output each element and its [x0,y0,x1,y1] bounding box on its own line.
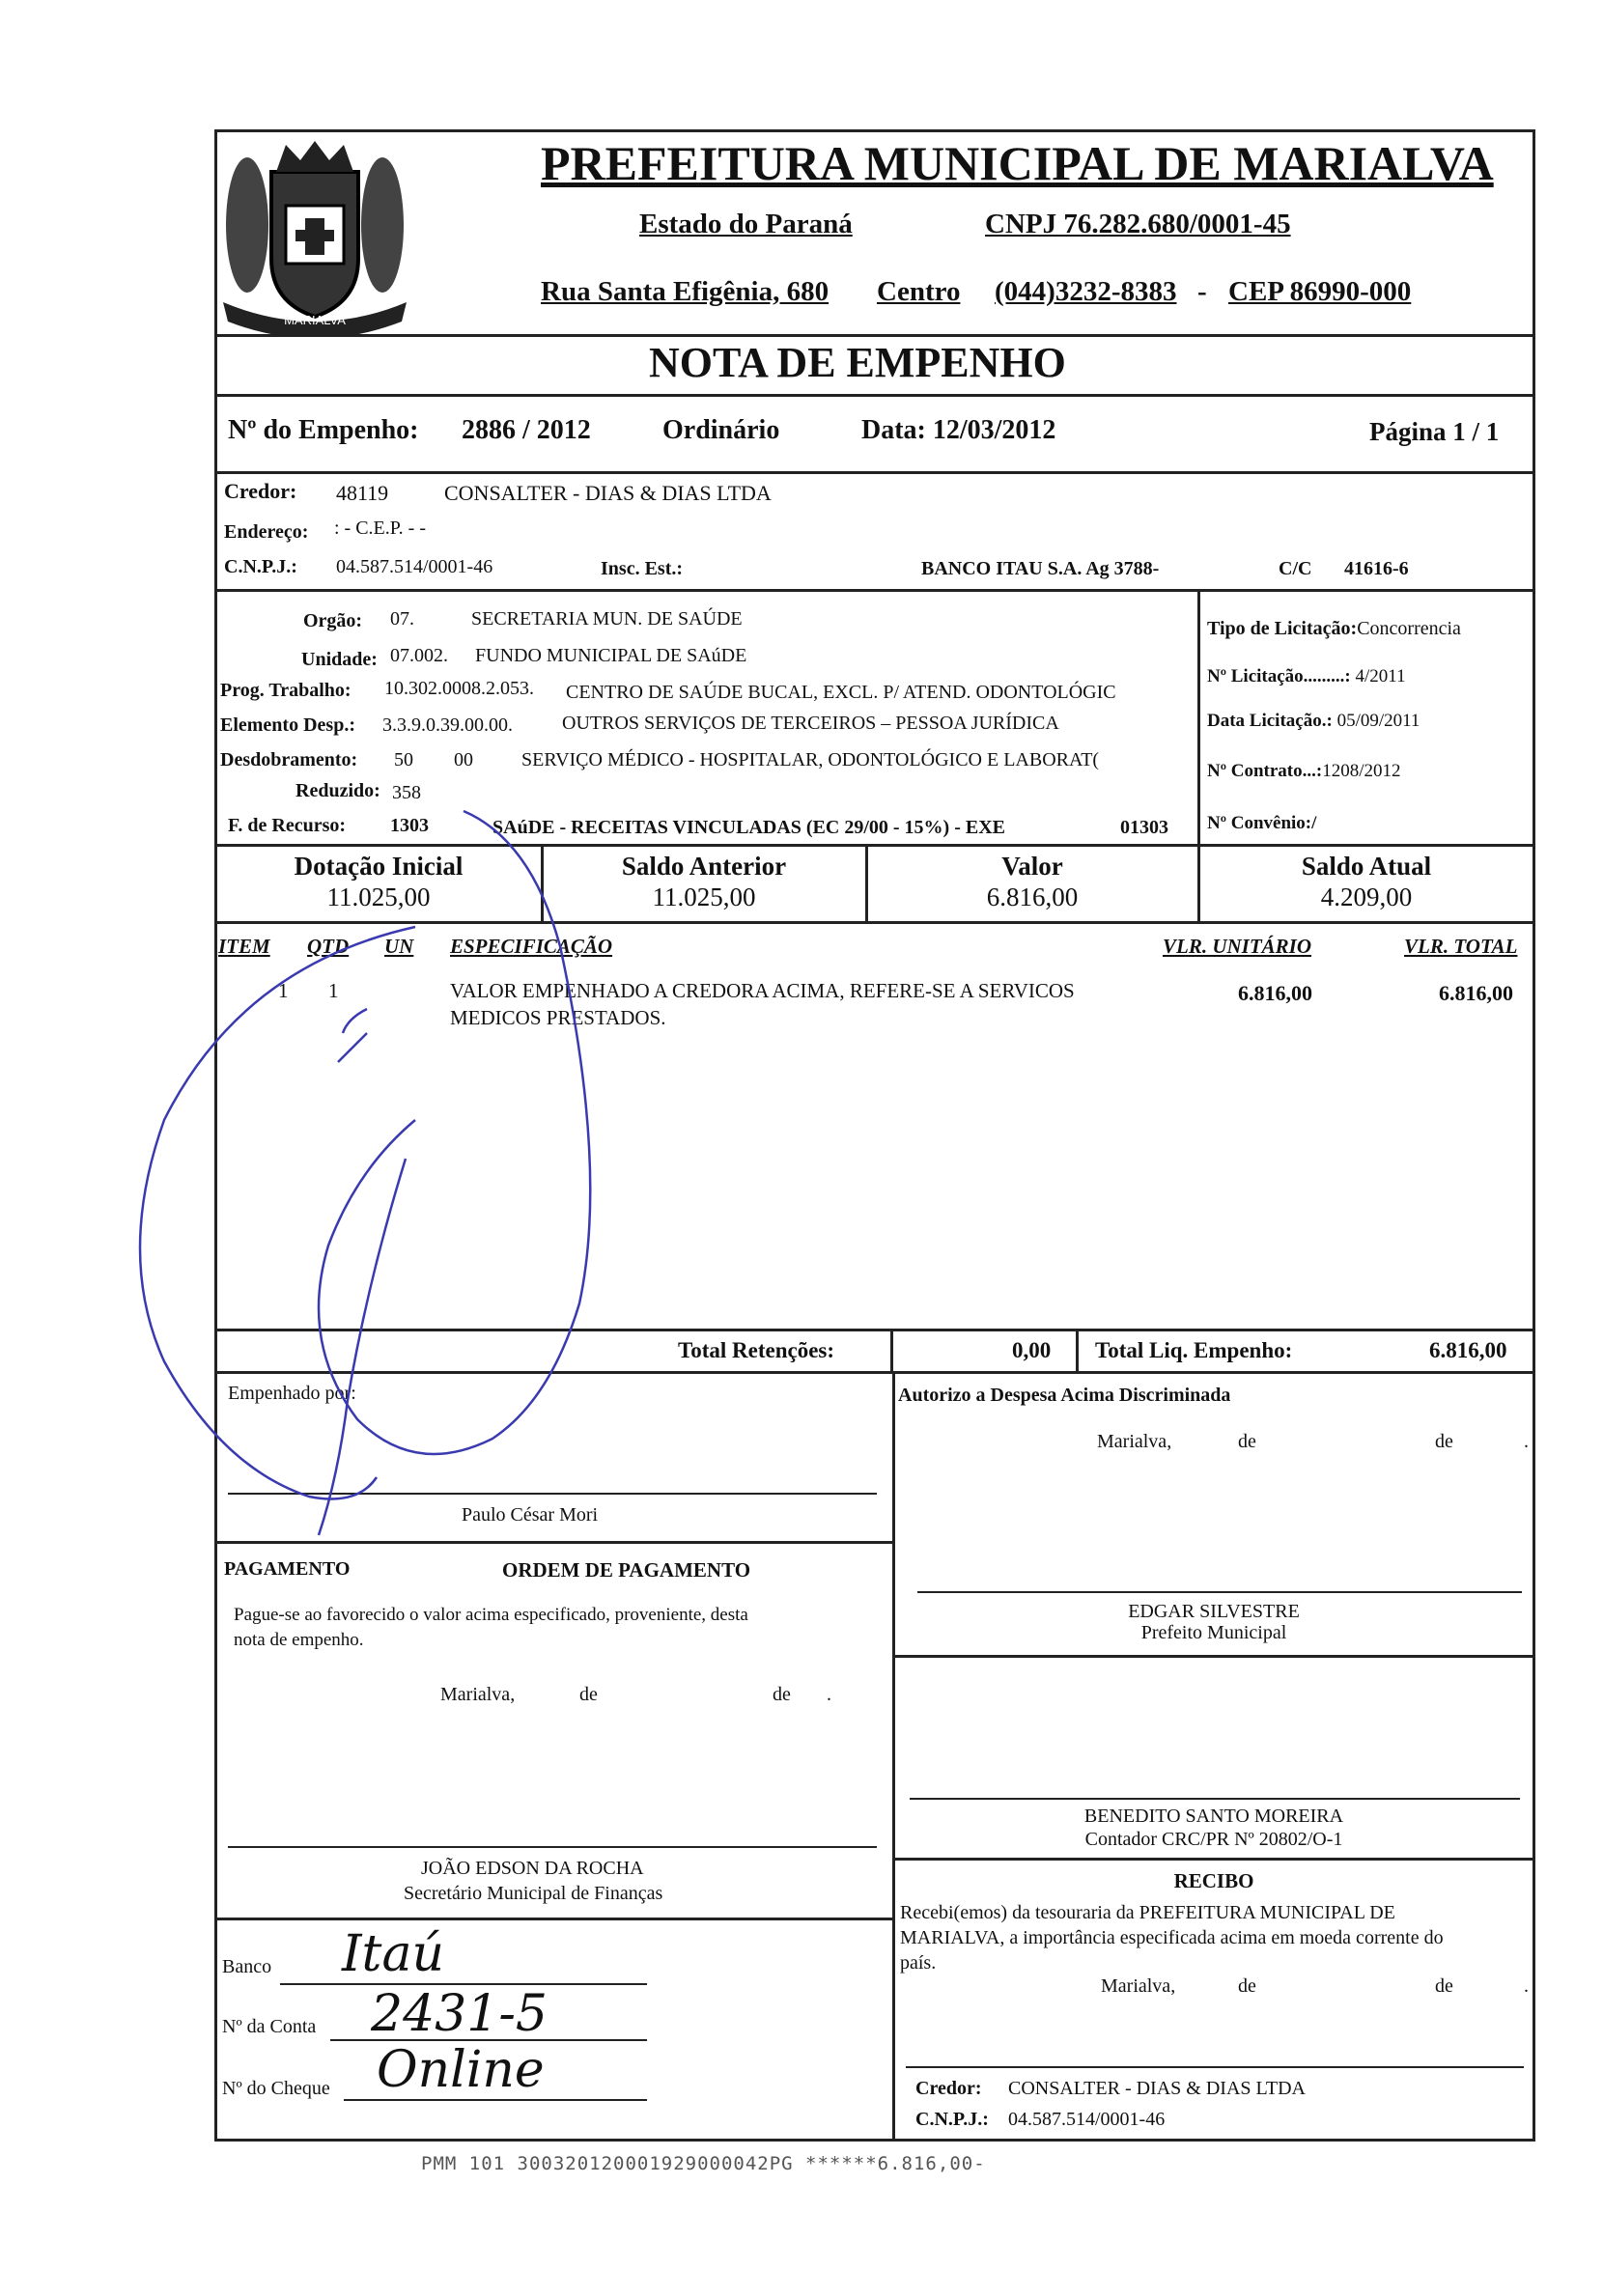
retencoes-value: 0,00 [1012,1338,1052,1362]
district-label: Centro [877,276,961,307]
valor-label: Valor [1001,852,1063,881]
orgao-code: 07. [390,608,414,630]
saldo-anterior-label: Saldo Anterior [621,852,787,881]
page-number: Página 1 / 1 [1369,417,1500,446]
page-title: PREFEITURA MUNICIPAL DE MARIALVA [541,136,1494,190]
data-licitacao-label [1207,711,1420,732]
cheque-label: Nº do Cheque [222,2078,330,2099]
fonte-code2: 01303 [1120,817,1168,838]
prefeito-nome: EDGAR SILVESTRE [1128,1601,1300,1622]
col-header-un: UN [384,935,414,958]
reduzido-label: Reduzido: [295,780,380,801]
cnpj-credor-value: 04.587.514/0001-46 [336,556,493,577]
state-label: Estado do Paraná [639,209,853,239]
credor-code: 48119 [336,481,389,505]
data-licitacao-key: Data Licitação.: [1207,711,1333,731]
fonte-value: SAúDE - RECEITAS VINCULADAS (EC 29/00 - 15%) - EXE [492,817,1005,838]
recibo-credor-label: Credor: [915,2078,982,2099]
saldo-anterior-value: 11.025,00 [652,882,756,911]
autorizo-de1: de [1238,1431,1256,1452]
phone-label: (044)3232-8383 [995,276,1177,307]
cheque-handwritten: Online [377,2041,545,2099]
tipo-licitacao-key: Tipo de Licitação: [1207,618,1358,639]
insc-label: Insc. Est.: [601,558,684,579]
item-number: 1 [278,979,289,1002]
banco-label: Banco [222,1956,272,1977]
separator-dash: - [1197,276,1207,307]
item-qtd: 1 [328,979,339,1002]
col-header-vlr-unit: VLR. UNITÁRIO [1163,935,1312,958]
empenho-label: Nº do Empenho: [228,415,419,445]
recibo-de2: de [1435,1975,1453,1997]
conta-handwritten: 2431-5 [371,1985,548,2043]
autorizo-de2: de [1435,1431,1453,1452]
cep-label: CEP 86990-000 [1228,276,1412,307]
item-total: 6.816,00 [1439,981,1513,1005]
liquido-value: 6.816,00 [1429,1338,1507,1362]
autorizo-label: Autorizo a Despesa Acima Discriminada [898,1385,1231,1406]
prog-value: CENTRO DE SAÚDE BUCAL, EXCL. P/ ATEND. ODONTOLÓGIC [566,682,1116,703]
pagamento-city: Marialva, [440,1684,516,1705]
secretario-cargo: Secretário Municipal de Finanças [404,1883,663,1904]
item-unit-price: 6.816,00 [1238,981,1312,1005]
col-header-item: ITEM [218,935,270,958]
orgao-value: SECRETARIA MUN. DE SAÚDE [471,608,743,630]
prog-label: Prog. Trabalho: [220,680,352,701]
recibo-de1: de [1238,1975,1256,1997]
numero-licitacao-value: 4/2011 [1355,666,1406,686]
fonte-label: F. de Recurso: [228,815,347,836]
item-desc-line2: MEDICOS PRESTADOS. [450,1006,666,1029]
secretario-nome: JOÃO EDSON DA ROCHA [421,1858,644,1879]
recibo-city: Marialva, [1101,1975,1176,1997]
fonte-code: 1303 [390,815,429,836]
numero-licitacao-key: Nº Licitação.........: [1207,666,1351,686]
recibo-texto3: país. [900,1952,937,1974]
prefeito-cargo: Prefeito Municipal [1140,1622,1287,1643]
document-title: NOTA DE EMPENHO [649,339,1066,386]
recibo-texto1: Recebi(emos) da tesouraria da PREFEITURA MUNICIPAL DE [900,1902,1395,1923]
retencoes-label: Total Retenções: [678,1338,835,1362]
elemento-code: 3.3.9.0.39.00.00. [382,714,513,736]
conta-label: Nº da Conta [222,2016,317,2037]
recibo-credor-value: CONSALTER - DIAS & DIAS LTDA [1008,2078,1306,2099]
autorizo-dot: . [1524,1431,1529,1452]
unidade-code: 07.002. [390,645,448,666]
endereco-label: Endereço: [224,521,309,543]
cc-value: 41616-6 [1344,558,1409,579]
footer-code: PMM 101 300320120001929000042PG ******6.816,00- [421,2153,986,2174]
data-licitacao-value: 05/09/2011 [1336,711,1420,731]
contador-nome: BENEDITO SANTO MOREIRA [1083,1806,1344,1827]
saldo-atual-label: Saldo Atual [1301,852,1432,881]
contrato-key: Nº Contrato...: [1207,761,1323,781]
svg-text:MARIALVA: MARIALVA [284,313,346,327]
desdobramento-value: SERVIÇO MÉDICO - HOSPITALAR, ODONTOLÓGICO E LABORAT( [521,749,1100,770]
autorizo-city: Marialva, [1097,1431,1172,1452]
reduzido-value: 358 [392,782,421,803]
elemento-label: Elemento Desp.: [220,714,355,736]
contador-cargo: Contador CRC/PR Nº 20802/O-1 [1084,1829,1343,1850]
orgao-label: Orgão: [303,610,363,631]
liquido-label: Total Liq. Empenho: [1095,1338,1293,1362]
unidade-label: Unidade: [301,649,378,670]
credor-label: Credor: [224,479,297,503]
recibo-cnpj-value: 04.587.514/0001-46 [1008,2109,1166,2130]
elemento-value: OUTROS SERVIÇOS DE TERCEIROS – PESSOA JURÍDICA [562,713,1059,734]
cnpj-label: CNPJ 76.282.680/0001-45 [985,209,1291,239]
pagamento-texto2: nota de empenho. [234,1630,364,1650]
pagamento-de1: de [579,1684,598,1705]
contrato-value: 1208/2012 [1322,761,1401,781]
dotacao-value: 11.025,00 [326,882,431,911]
unidade-value: FUNDO MUNICIPAL DE SAúDE [475,645,747,666]
address-label: Rua Santa Efigênia, 680 [541,276,830,307]
pagamento-texto1: Pague-se ao favorecido o valor acima especificado, proveniente, desta [234,1605,748,1625]
recibo-cnpj-label: C.N.P.J.: [915,2109,989,2130]
recibo-texto2: MARIALVA, a importância especificada acima em moeda corrente do [900,1927,1444,1948]
pagamento-label: PAGAMENTO [224,1558,351,1580]
desdobramento-a: 50 [394,749,413,770]
empenhado-nome: Paulo César Mori [462,1504,599,1526]
cc-label: C/C [1279,558,1312,579]
prog-code: 10.302.0008.2.053. [384,678,534,699]
convenio-label: Nº Convênio:/ [1207,813,1317,833]
tipo-licitacao-value: Concorrencia [1357,618,1461,639]
empenho-number: 2886 / 2012 [462,415,591,445]
pagamento-de2: de [773,1684,791,1705]
empenhado-label: Empenhado por: [228,1383,356,1404]
dotacao-label: Dotação Inicial [294,852,464,881]
recibo-title: RECIBO [1173,1869,1254,1892]
item-desc-line1: VALOR EMPENHADO A CREDORA ACIMA, REFERE-SE A SERVICOS [450,979,1075,1002]
numero-licitacao-label [1207,666,1406,687]
cnpj-credor-label: C.N.P.J.: [224,556,297,577]
tipo-licitacao-label [1207,618,1461,640]
bank-label: BANCO ITAU S.A. Ag 3788- [921,558,1160,579]
desdobramento-b: 00 [454,749,473,770]
ordem-pagamento-label: ORDEM DE PAGAMENTO [502,1558,751,1582]
credor-name: CONSALTER - DIAS & DIAS LTDA [444,481,772,505]
empenho-date: Data: 12/03/2012 [861,415,1056,445]
col-header-vlr-total: VLR. TOTAL [1404,935,1518,958]
contrato-label [1207,761,1400,782]
pagamento-dot: . [827,1684,831,1705]
desdobramento-label: Desdobramento: [220,749,358,770]
saldo-atual-value: 4.209,00 [1320,882,1413,911]
col-header-qtd: QTD [307,935,350,958]
empenho-type: Ordinário [662,415,780,445]
recibo-dot: . [1524,1975,1529,1997]
banco-handwritten: Itaú [342,1925,444,1983]
col-header-espec: ESPECIFICAÇÃO [450,935,613,958]
valor-value: 6.816,00 [986,882,1079,911]
handwritten-signature-mark [126,801,608,1593]
endereco-value: : - C.E.P. - - [334,518,426,539]
